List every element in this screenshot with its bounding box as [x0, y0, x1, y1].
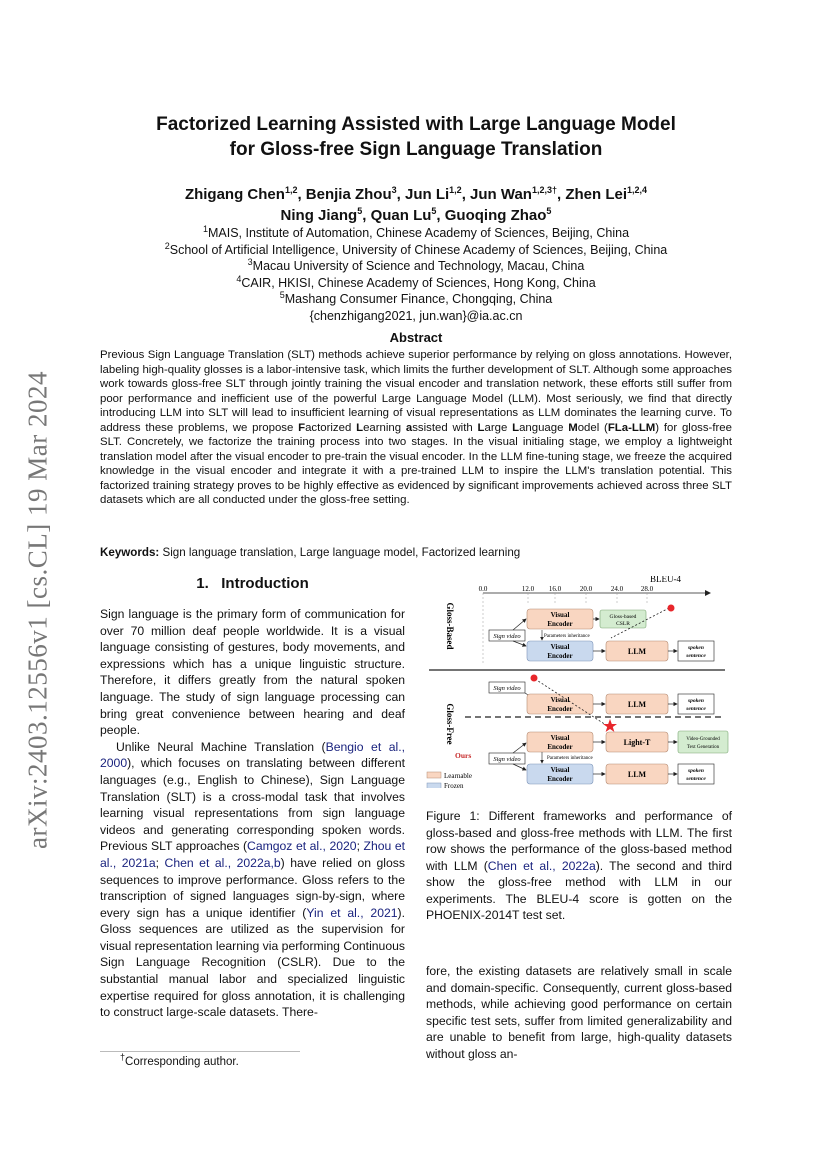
bleu-tick-label: 24.0: [610, 585, 624, 593]
box-label: spoken: [688, 645, 704, 651]
affiliation-text: School of Artificial Intelligence, University of Chinese Academy of Sciences, Beijing, China: [169, 242, 668, 257]
bleu-axis-label: BLEU-4: [650, 576, 681, 584]
author-sep: ,: [396, 186, 405, 203]
intro-left-column: [100, 606, 405, 1021]
abstract-body: [100, 348, 732, 508]
citation-link[interactable]: Bengio et al., 2000: [100, 739, 405, 771]
author-sep: ,: [436, 207, 445, 224]
section-heading: [100, 575, 405, 592]
method-name: FLa-LLM: [607, 421, 656, 434]
author-sep: ,: [557, 186, 566, 203]
body-text: ;: [155, 855, 165, 870]
keywords: [100, 546, 732, 559]
acronym-letter: M: [568, 421, 578, 434]
abstract-heading: Abstract: [389, 330, 443, 345]
affiliation-sup: 3: [247, 257, 253, 268]
box-label: Visual: [550, 766, 570, 774]
box-label: Visual: [550, 734, 570, 742]
box-label: Gloss-based: [609, 614, 637, 620]
box-label: Encoder: [547, 652, 573, 660]
body-text: ). Gloss sequences are utilized as the supervision for visual representation learning via performing Continuous Sign Language Recognition (CSLR). Due to the substantial manual labor and specialized linguistic expertise required for gloss annotation, it is challenging to construct large-scale datasets. There-: [100, 905, 405, 1020]
section-title: Introduction: [221, 575, 309, 592]
author-sup: 5: [546, 206, 552, 216]
affiliation: [100, 242, 732, 259]
abstract-text: earning: [363, 421, 406, 434]
box-label: Sign video: [493, 633, 521, 640]
affiliation-text: MAIS, Institute of Automation, Chinese Academy of Sciences, Beijing, China: [207, 226, 630, 240]
body-text: ;: [356, 839, 364, 854]
box-label: Visual: [550, 696, 570, 704]
caption-text: ). The second and third show the gloss-free method with LLM in our experiments. The BLEU-4 score is gotten on the PHOENIX-2014T test set.: [426, 858, 732, 922]
author-sup: 1,2,3†: [531, 185, 558, 195]
figure-1: [425, 576, 733, 788]
footnote-mark: †: [120, 1052, 126, 1063]
bleu-tick-label: 20.0: [579, 585, 593, 593]
affiliation: [100, 291, 732, 308]
figure-1-caption: [426, 808, 732, 924]
box-label: LLM: [627, 700, 647, 709]
bleu-tick-label: 12.0: [521, 585, 535, 593]
footnote: [120, 1052, 239, 1068]
abstract-text: anguage: [519, 421, 569, 434]
title-line-1: Factorized Learning Assisted with Large Language Model: [156, 114, 676, 135]
box-label: Encoder: [547, 705, 573, 713]
row-label-gloss-free: Gloss-Free: [445, 703, 455, 745]
footnote-text: Corresponding author.: [125, 1056, 239, 1068]
box-label: LLM: [627, 647, 647, 656]
footnote-rule: [100, 1051, 300, 1052]
citation-link[interactable]: Chen et al., 2022a,b: [164, 855, 281, 870]
box-label: Encoder: [547, 775, 573, 783]
author-sup: 3: [391, 185, 397, 195]
citation-link[interactable]: Zhou et al., 2021a: [100, 839, 405, 870]
affiliation-text: Mashang Consumer Finance, Chongqing, China: [284, 292, 553, 307]
author-sep: ,: [362, 207, 371, 224]
keywords-label: Keywords:: [100, 546, 160, 559]
intro-right-column: [426, 963, 732, 1063]
acronym-letter: F: [298, 421, 306, 434]
arxiv-identifier: [18, 360, 58, 860]
section-number: 1.: [196, 575, 209, 592]
body-text: ) have relied on gloss sequences to improve performance. Gloss refers to the transcription of signed languages sign-by-sign, where every sign has a unique identifier (: [100, 855, 405, 920]
intro-paragraph-1: Sign language is the primary form of communication for over 70 million deaf people worldwide. It is a visual language consisting of gestures, body movements, and expressions which has a unique linguistic structure. Therefore, it differs greatly from the natural spoken language. The study of sign language processing can bring great convenience between hearing and deaf people.: [100, 607, 405, 738]
box-label: Visual: [550, 643, 570, 651]
arxiv-identifier-text: arXiv:2403.12556v1 [cs.CL] 19 Mar 2024: [22, 371, 53, 849]
author-sep: ,: [461, 186, 471, 203]
abstract-text: odel (: [577, 421, 608, 434]
flow-arrow: [513, 764, 526, 770]
flow-arrow: [513, 743, 526, 753]
legend-label-learnable: Learnable: [444, 772, 472, 780]
author-sup: 5: [431, 206, 437, 216]
body-text: Unlike Neural Machine Translation (: [116, 739, 326, 754]
affiliation-sup: 4: [236, 273, 242, 284]
acronym-letter: a: [405, 421, 413, 434]
keywords-text: Sign language translation, Large language model, Factorized learning: [159, 546, 521, 559]
citation-link[interactable]: Yin et al., 2021: [306, 905, 398, 920]
flow-arrow: [513, 641, 526, 646]
bleu-axis-arrow: [705, 590, 711, 596]
affiliations: [100, 225, 732, 325]
box-label: Video-Grounded: [686, 737, 720, 742]
box-label: Encoder: [547, 620, 573, 628]
box-label: LLM: [627, 770, 647, 779]
affiliation-sup: 2: [164, 240, 170, 251]
acronym-letter: L: [356, 421, 364, 434]
paper-title: [100, 112, 732, 162]
param-inherit-label: Parameters inheritance: [547, 756, 593, 761]
box-label: CSLR: [616, 621, 630, 627]
bleu-tick-label: 28.0: [640, 585, 654, 593]
box-label: spoken: [688, 768, 704, 774]
abstract-text: arge: [484, 421, 508, 434]
box-label: Sign video: [493, 756, 521, 763]
author-line-1: [100, 184, 732, 205]
intro-paragraph-2: [100, 739, 405, 1021]
ours-score-star: [603, 719, 617, 732]
email-line: [100, 308, 732, 325]
box-label: Encoder: [547, 743, 573, 751]
body-text: ), which focuses on translating between different languages (e.g., English to Chinese), Sign Language Translation (SLT) is a cross-modal task that involves learning visual representations from sign language videos and generating corresponding spoken words. Previous SLT approaches (: [100, 756, 405, 854]
figure-1-diagram: [425, 576, 733, 788]
affiliation-text: CAIR, HKISI, Chinese Academy of Sciences, Hong Kong, China: [241, 275, 596, 290]
bleu-tick-label: 16.0: [548, 585, 562, 593]
author-name: Jun Wan: [470, 186, 532, 203]
author-sup: 1,2: [284, 185, 298, 195]
box-label: Visual: [550, 611, 570, 619]
box-label: Sign video: [493, 685, 521, 692]
box-label: Light-T: [623, 738, 651, 747]
author-name: Benjia Zhou: [305, 186, 392, 203]
box-label: spoken: [688, 698, 704, 704]
affiliation: [100, 258, 732, 275]
box-label: sentence: [686, 706, 706, 712]
author-name: Zhen Lei: [565, 186, 628, 203]
row-label-gloss-based: Gloss-Based: [445, 602, 455, 650]
citation-link[interactable]: Camgoz et al., 2020: [247, 839, 357, 854]
box-label: sentence: [686, 776, 706, 782]
bleu-tick-label: 0.0: [478, 585, 488, 593]
author-name: Zhigang Chen: [184, 186, 285, 203]
caption-text: Different frameworks and performance of gloss-based and gloss-free methods with LLM. The first row shows the performance of the gloss-based method with LLM (: [426, 809, 732, 873]
author-name: Jun Li: [405, 186, 450, 203]
gloss-based-score-marker: [668, 605, 675, 612]
author-name: Ning Jiang: [280, 207, 358, 224]
legend-label-frozen: Frozen: [444, 782, 464, 788]
box-label: sentence: [686, 653, 706, 659]
email-text: {chenzhigang2021, jun.wan}@ia.ac.cn: [309, 308, 523, 323]
affiliation-sup: 1: [202, 223, 208, 234]
intro-paragraph-continued: fore, the existing datasets are relatively small in scale and domain-specific. Consequently, current gloss-based methods, while achieving good performance on certain specific test sets, suffer from limited generalizability and are unable to benefit from large, high-quality datasets without gloss an-: [426, 964, 732, 1061]
title-line-2: for Gloss-free Sign Language Translation: [229, 139, 603, 160]
affiliation-text: Macau University of Science and Technology, Macau, China: [252, 259, 585, 274]
legend-swatch-learnable: [427, 772, 441, 778]
affiliation: [100, 275, 732, 292]
affiliation-sup: 5: [279, 290, 285, 301]
gloss-free-score-marker: [531, 675, 538, 682]
citation-link[interactable]: Chen et al., 2022a: [487, 858, 596, 873]
author-name: Guoqing Zhao: [444, 207, 547, 224]
caption-label: Figure 1:: [426, 809, 480, 823]
box-label: Text Generation: [686, 745, 720, 750]
legend-swatch-frozen: [427, 783, 441, 788]
author-sup: 5: [357, 206, 363, 216]
acronym-letter: L: [477, 421, 485, 434]
abstract-text: ssisted with: [412, 421, 478, 434]
affiliation: [100, 225, 732, 242]
ours-label: Ours: [455, 751, 472, 760]
abstract-text: ) for gloss-free SLT. Concretely, we factorize the training process into two stages. In the visual initialing stage, we employ a lightweight translation model after the visual encoder to pre-train the visual encoder. In the LLM fine-tuning stage, we freeze the acquired knowledge in the visual encoder and integrate it with a pre-trained LLM to inspire the LLM's translation potential. This factorized training strategy proves to be highly effective as evidenced by significant improvements achieved across three SLT datasets which are all conducted under the gloss-free setting.: [100, 421, 732, 506]
author-name: Quan Lu: [370, 207, 432, 224]
abstract-text: Previous Sign Language Translation (SLT) methods achieve superior performance by relying on gloss annotations. However, labeling high-quality glosses is a labor-intensive task, which limits the further development of SLT. Although some approaches work towards gloss-free SLT through jointly training the visual encoder and translation network, these efforts still suffer from poor performance and inefficient use of the powerful Large Language Model (LLM). Most seriously, we find that directly introducing LLM into SLT will lead to insufficient learning of visual representations as LLM dominates the learning curve. To address these problems, we propose: [100, 349, 732, 434]
author-sep: ,: [297, 186, 306, 203]
flow-arrow: [513, 619, 526, 630]
abstract-text: actorized: [305, 421, 357, 434]
author-sup: 1,2,4: [627, 185, 648, 195]
author-sup: 1,2: [449, 185, 462, 195]
author-line-2: [100, 205, 732, 226]
author-list: [100, 184, 732, 226]
param-inherit-label: Parameters inheritance: [544, 634, 590, 639]
acronym-letter: L: [512, 421, 520, 434]
